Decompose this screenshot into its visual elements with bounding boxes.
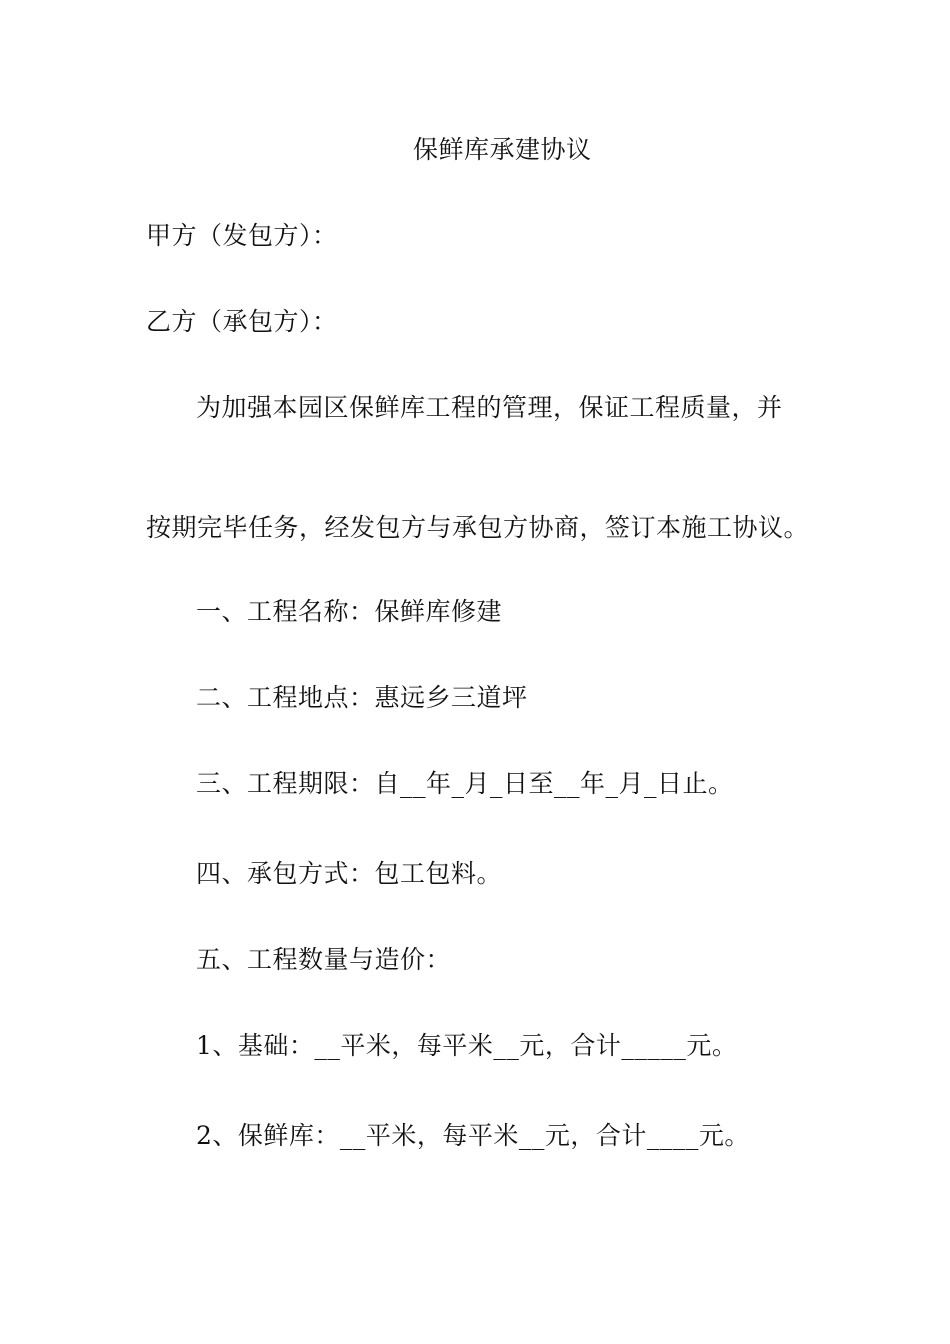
clause-quantity-and-cost: 五、工程数量与造价： [196, 945, 452, 974]
party-b-line: 乙方（承包方）： [146, 307, 338, 336]
clause-project-location: 二、工程地点：惠远乡三道坪 [196, 683, 528, 712]
document-title: 保鲜库承建协议 [413, 135, 592, 164]
subclause-cold-storage: 2、保鲜库：__平米，每平米__元，合计____元。 [196, 1121, 750, 1150]
party-a-line: 甲方（发包方）： [146, 221, 338, 250]
intro-paragraph-line-2: 按期完毕任务，经发包方与承包方协商，签订本施工协议。 [146, 513, 810, 542]
clause-contract-method: 四、承包方式：包工包料。 [196, 859, 503, 888]
intro-paragraph-line-1: 为加强本园区保鲜库工程的管理，保证工程质量，并 [196, 393, 783, 422]
subclause-foundation: 1、基础：__平米，每平米__元，合计_____元。 [196, 1031, 738, 1060]
clause-project-period: 三、工程期限：自__年_月_日至__年_月_日止。 [196, 769, 734, 798]
clause-project-name: 一、工程名称：保鲜库修建 [196, 597, 503, 626]
